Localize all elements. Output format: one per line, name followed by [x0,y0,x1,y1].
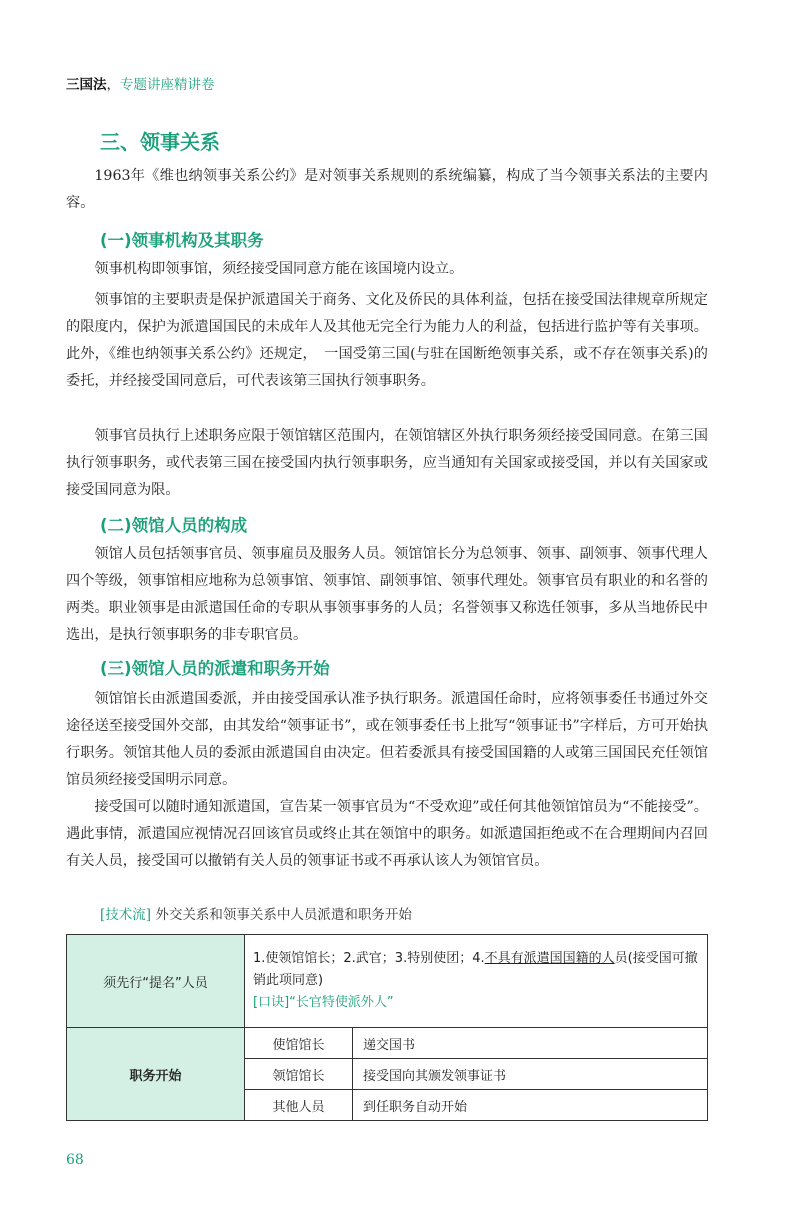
paragraph: 领事官员执行上述职务应限于领馆辖区范围内，在领馆辖区外执行职务须经接受国同意。在第三国执行领事职务，或代表第三国在接受国内执行领事职务，应当通知有关国家或接受国，并以有关国家或接受国同意为限。 [66,428,708,498]
table-row [67,935,708,1028]
paragraph: 接受国可以随时通知派遣国，宣告某一领事官员为“不受欢迎”或任何其他领馆馆员为“不能接受”。遇此事情，派遣国应视情况召回该官员或终止其在领馆中的职务。如派遣国拒绝或不在合理期间内召回有关人员，接受国可以撤销有关人员的领事证书或不再承认该人为领馆官员。 [66,799,708,869]
table-cell-when: 到任职务自动开始 [353,1090,708,1121]
caption-tag: [技术流] [100,907,152,923]
intro-paragraph: 1963年《维也纳领事关系公约》是对领事关系规则的系统编纂，构成了当今领事关系法的主要内容。 [66,168,708,211]
subsection-title-2: (二)领馆人员的构成 [100,516,248,535]
book-title: 三国法 [66,77,107,93]
page-number: 68 [66,1152,84,1168]
header-separator: ， [106,77,120,93]
section-title: 三、领事关系 [100,130,220,154]
table-cell-who: 领馆馆长 [245,1059,353,1090]
paragraph: 领馆馆长由派遣国委派，并由接受国承认准予执行职务。派遣国任命时，应将领事委任书通过外交途径送至接受国外交部，由其发给“领事证书”，或在领事委任书上批写“领事证书”字样后，方可开始执行职务。领馆其他人员的委派由派遣国自由决定。但若委派具有接受国国籍的人或第三国国民充任领馆馆员须经接受国明示同意。 [66,691,708,788]
paragraph: 领事机构即领事馆，须经接受国同意方能在该国境内设立。 [94,261,464,277]
table-cell-when: 递交国书 [353,1028,708,1059]
running-head [66,76,215,94]
table-row [67,1028,708,1059]
series-title: 专题讲座精讲卷 [120,77,215,93]
underlined-item: 不具有派遣国国籍的人 [484,951,615,966]
mnemonic: [口诀]“长官特使派外人” [253,995,394,1010]
paragraph: 领馆人员包括领事官员、领事雇员及服务人员。领馆馆长分为总领事、领事、副领事、领事代理人四个等级，领事馆相应地称为总领事馆、领事馆、副领事馆、领事代理处。领事官员有职业的和名誉的两类。职业领事是由派遣国任命的专职从事领事事务的人员；名誉领事又称选任领事，多从当地侨民中选出，是执行领事职务的非专职官员。 [66,546,708,643]
nomination-list-end: 员(接受国可撤销此项同意) [253,951,698,988]
row-header-duty-start: 职务开始 [67,1028,245,1121]
table-cell-who: 其他人员 [245,1090,353,1121]
table-cell-who: 使馆馆长 [245,1028,353,1059]
table-caption [100,905,412,925]
subsection-title-1: (一)领事机构及其职务 [100,231,264,250]
nomination-list: 1.使领馆馆长；2.武官；3.特别使团；4. [253,951,485,966]
caption-text: 外交关系和领事关系中人员派遣和职务开始 [155,907,412,923]
nomination-content [245,935,708,1028]
table-cell-when: 接受国向其颁发领事证书 [353,1059,708,1090]
subsection-title-3: (三)领馆人员的派遣和职务开始 [100,659,330,678]
paragraph: 领事馆的主要职责是保护派遣国关于商务、文化及侨民的具体利益，包括在接受国法律规章所规定的限度内，保护为派遣国国民的未成年人及其他无完全行为能力人的利益，包括进行监护等有关事项。此外，《维也纳领事关系公约》还规定， 一国受第三国(与驻在国断绝领事关系，或不存在领事关系)的委托，并经接受国同意后，可代表该第三国执行领事职务。 [66,292,708,389]
dispatch-table [66,934,708,1121]
row-header-nomination: 须先行“提名”人员 [67,935,245,1028]
